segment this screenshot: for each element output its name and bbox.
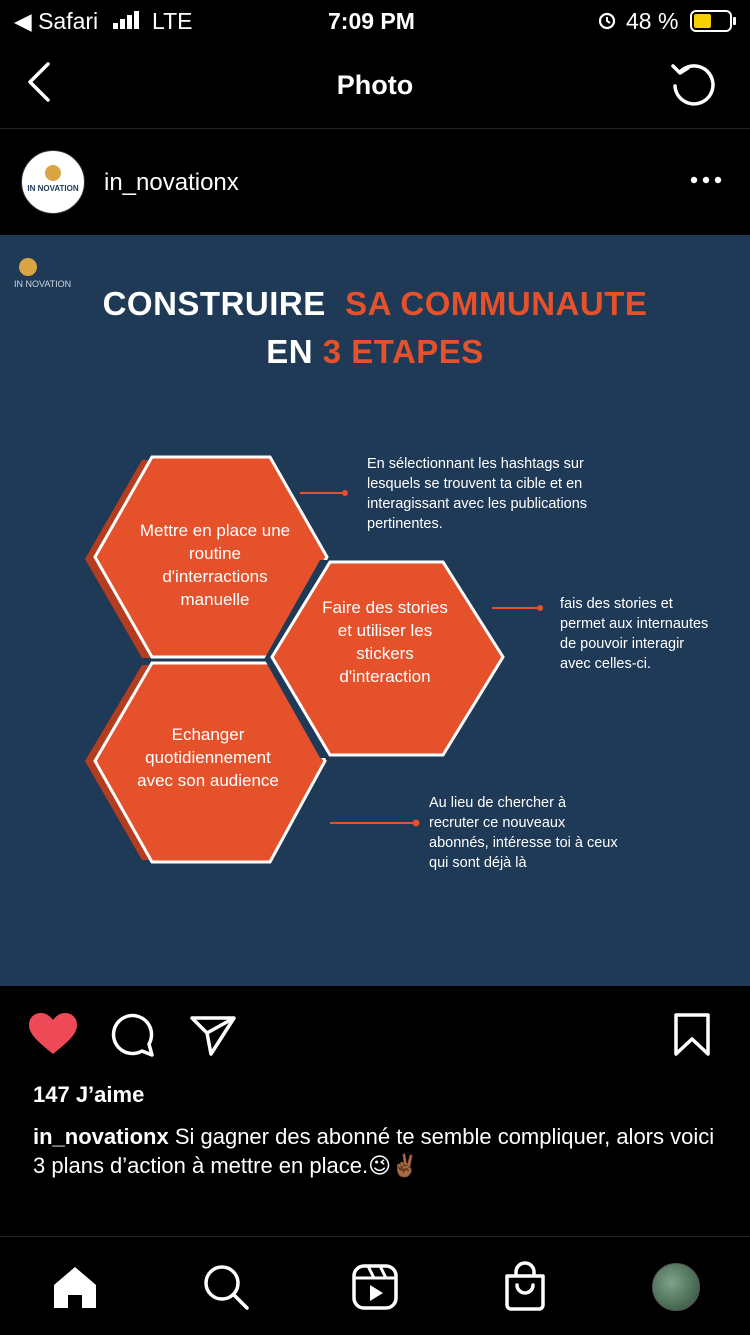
image-title-line2: EN 3 ETAPES [266,333,484,370]
refresh-icon[interactable] [668,58,720,110]
avatar[interactable] [21,150,85,214]
battery-icon [690,10,738,32]
alarm-icon [597,10,617,30]
step-description-2: fais des stories et permet aux internautes de pouvoir interagir avec celles-ci. [560,596,709,672]
step-description-3: Au lieu de chercher à recruter ce nouveaux abonnés, intéresse toi à ceux qui sont déjà là [429,795,618,871]
more-dots-icon[interactable] [690,175,722,185]
tab-bar [0,1236,750,1335]
home-icon[interactable] [52,1265,98,1309]
reels-icon[interactable] [352,1264,398,1310]
post-caption [33,1122,723,1180]
search-icon[interactable] [202,1263,250,1311]
nav-header [0,40,750,129]
profile-avatar[interactable] [652,1263,700,1311]
network-label: LTE [152,8,193,34]
brand-logo-text: IN NOVATION [14,279,72,289]
signal-icon [113,11,139,29]
post-username[interactable]: in_novationx [104,169,239,196]
caption-text: Si gagner des abonné te semble compliquer, alors voici 3 plans d’action à mettre en place.😉✌🏾 [33,1124,715,1178]
battery-percent: 48 % [626,8,679,34]
hexagon-label-2: Faire des stories et utiliser les stickers d'interaction [322,598,448,686]
post-image[interactable] [0,235,750,986]
back-to-app-link[interactable]: ◀ Safari [14,8,99,34]
send-icon[interactable] [189,1014,237,1058]
page-title: Photo [336,70,414,100]
post-actions [0,986,750,1076]
step-description-1: En sélectionnant les hashtags sur lesquels se trouvent ta cible et en interagissant avec les publications pertinentes. [367,456,588,532]
bookmark-icon[interactable] [672,1012,712,1058]
hexagon-label-1: Mettre en place une routine d'interractions manuelle [139,521,291,609]
status-bar [0,0,750,40]
heart-icon[interactable] [28,1012,78,1056]
comment-icon[interactable] [109,1012,155,1058]
avatar-logo-text: IN NOVATION [27,184,79,193]
clock: 7:09 PM [328,8,415,34]
image-title-line1: CONSTRUIRE SA COMMUNAUTE [102,285,648,322]
caption-username[interactable]: in_novationx [33,1124,169,1149]
post-header [0,129,750,235]
like-count[interactable]: 147 J’aime [33,1082,145,1107]
shop-icon[interactable] [503,1261,547,1311]
hexagon-label-3: Echanger quotidiennement avec son audience [137,725,279,790]
